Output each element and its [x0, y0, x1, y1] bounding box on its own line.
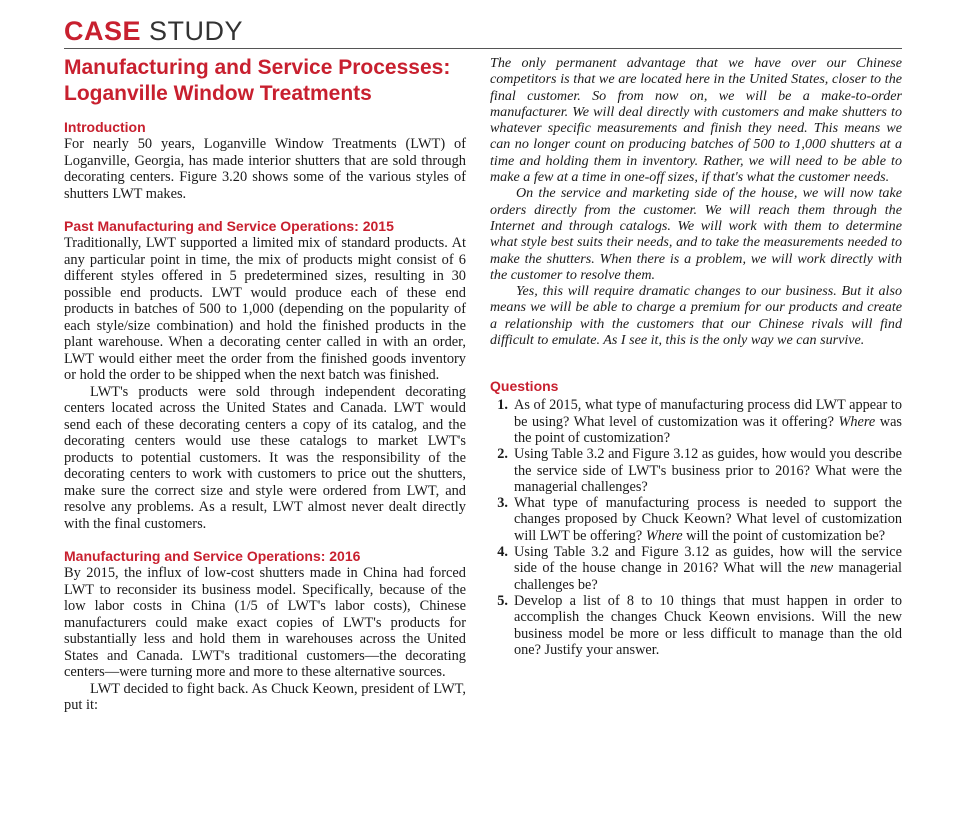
question-number: 3.	[497, 495, 508, 512]
questions-list	[490, 397, 902, 658]
question-number: 5.	[497, 592, 508, 609]
case-title-line-1: Manufacturing and Service Processes:	[64, 56, 451, 79]
question-item	[490, 397, 902, 446]
past-operations-heading: Past Manufacturing and Service Operations: 2015	[64, 218, 394, 234]
intro-paragraph: For nearly 50 years, Loganville Window Treatments (LWT) of Loganville, Georgia, has made interior shutters that are sold through decorating centers. Figure 3.20 shows some of the various styles of shutters LWT makes.	[64, 136, 466, 202]
question-item	[490, 593, 902, 658]
case-study-label	[64, 16, 243, 47]
intro-heading: Introduction	[64, 119, 146, 135]
question-item	[490, 446, 902, 495]
question-text: As of 2015, what type of manufacturing process did LWT appear to be using? What level of customization was it offering? Where was the point of customization?	[514, 397, 902, 446]
case-label: CASE	[64, 16, 142, 46]
case-title	[64, 55, 466, 107]
case-title-line-2: Loganville Window Treatments	[64, 82, 372, 105]
header-rule	[64, 48, 902, 49]
question-item	[490, 495, 902, 544]
question-text: What type of manufacturing process is needed to support the changes proposed by Chuck Keown? What level of customization will LWT be offering? Where will the point of customization be?	[514, 495, 902, 544]
keown-quote	[490, 55, 902, 348]
question-number: 1.	[497, 397, 508, 414]
question-text: Develop a list of 8 to 10 things that must happen in order to accomplish the changes Chuck Keown envisions. Will the new business model be more or less difficult to manage than the old one? Justify your answer.	[514, 592, 902, 658]
question-text: Using Table 3.2 and Figure 3.12 as guides, how will the service side of the house change in 2016? What will the new managerial challenges be?	[514, 544, 902, 593]
question-number: 2.	[497, 446, 508, 463]
question-text: Using Table 3.2 and Figure 3.12 as guides, how would you describe the service side of LWT's business prior to 2016? What were the managerial challenges?	[514, 446, 902, 495]
question-number: 4.	[497, 544, 508, 561]
study-label: STUDY	[149, 16, 244, 46]
quote-paragraph-2: On the service and marketing side of the house, we will now take orders directly from the customer. We will reach them through the Internet and through catalogs. We will work with them to determine what style best suits their needs, and to take the measurements needed to make the shutters. When there is a problem, we will work directly with the customer to resolve them.	[490, 185, 902, 283]
left-column	[64, 55, 466, 714]
current-operations-paragraph-2: LWT decided to fight back. As Chuck Keown, president of LWT, put it:	[64, 680, 466, 713]
current-operations-heading: Manufacturing and Service Operations: 2016	[64, 548, 361, 564]
past-operations-paragraph-1: Traditionally, LWT supported a limited mix of standard products. At any particular point in time, the mix of products might consist of 6 different styles offered in 5 predetermined sizes, resulting in 30 possible end products. LWT would produce each of these end products in batches of 500 to 1,000 (depending on the popularity of each style/size combination) and hold the finished products in the plant warehouse. When a decorating center called in with an order, LWT would either meet the order from the finished goods inventory or hold the order to be shipped when the next batch was finished.	[64, 235, 466, 383]
current-operations-paragraph-1: By 2015, the influx of low-cost shutters made in China had forced LWT to reconsider its business model. Specifically, because of the low labor costs in China (1/5 of LWT's labor costs), Chinese manufacturers could make exact copies of LWT's products for substantially less and hold them in warehouses across the United States and Canada. LWT's traditional customers—the decorating centers—were turning more and more to these alternative sources.	[64, 565, 466, 680]
right-column	[490, 55, 902, 658]
quote-paragraph-1: The only permanent advantage that we have over our Chinese competitors is that we are located here in the United States, closer to the final customer. So from now on, we will be a make-to-order manufacturer. We will deal directly with customers and make shutters to whatever specific measurements and finish they need. This means we can no longer count on producing batches of 500 to 1,000 shutters at a time and holding them in inventory. Rather, we will need to be able to make a few at a time in one-off sizes, if that's what the customer needs.	[490, 55, 902, 186]
quote-paragraph-3: Yes, this will require dramatic changes to our business. But it also means we will be able to charge a premium for our products and create a relationship with the customers that our Chinese rivals will find difficult to emulate. As I see it, this is the only way we can survive.	[490, 283, 902, 349]
questions-heading: Questions	[490, 378, 559, 395]
question-item	[490, 544, 902, 593]
past-operations-paragraph-2: LWT's products were sold through independent decorating centers located across the United States and Canada. LWT would send each of these decorating centers a copy of its catalog, and the decorating centers would use these catalogs to market LWT's products to potential customers. It was the responsibility of the decorating centers to work with customers to price out the shutters, make sure the correct size and style were ordered from LWT, and resolve any problems. As a result, LWT almost never dealt directly with the final customers.	[64, 383, 466, 532]
